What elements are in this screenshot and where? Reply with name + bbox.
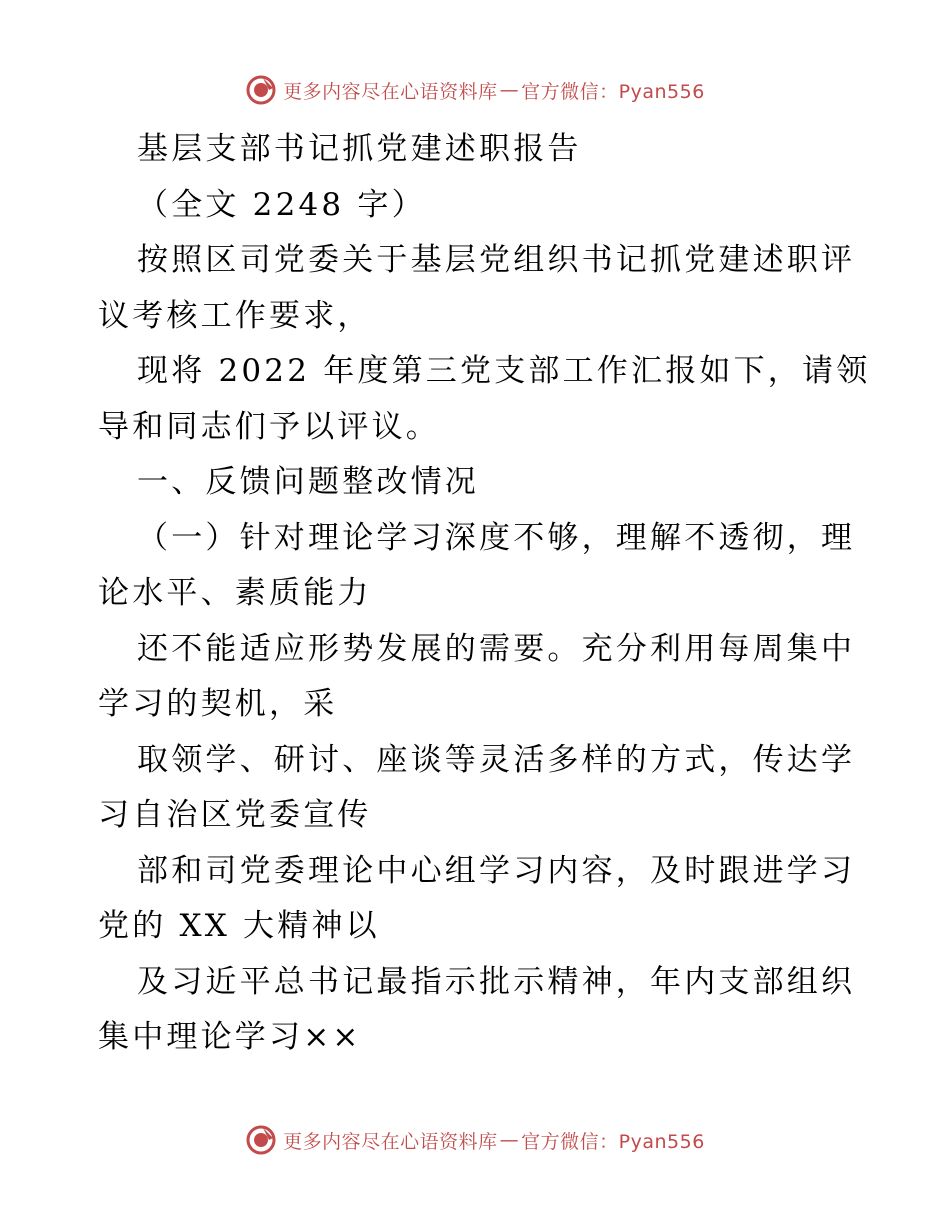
doc-line: 基层支部书记抓党建述职报告 [137,131,582,167]
doc-line: 按照区司党委关于基层党组织书记抓党建述职评 [137,242,856,278]
doc-line: （全文 2248 字） [137,186,426,223]
document-body [98,122,871,1066]
logo-icon [245,1124,277,1156]
doc-line: 一、反馈问题整改情况 [137,464,479,500]
doc-line: 党的 XX 大精神以 [98,908,380,944]
doc-line: 及习近平总书记最指示批示精神，年内支部组织 [137,963,856,1000]
watermark-separator: — [499,79,520,101]
watermark-footer [0,1124,950,1156]
watermark-wechat: 官方微信：Pyan556 [521,1130,705,1153]
doc-line: （一）针对理论学习深度不够，理解不透彻，理 [137,519,856,556]
logo-icon [245,74,277,106]
doc-line: 部和司党委理论中心组学习内容，及时跟进学习 [137,852,856,889]
doc-line: 现将 2022 年度第三党支部工作汇报如下，请领 [137,353,871,389]
watermark-header [0,74,950,106]
doc-line: 还不能适应形势发展的需要。充分利用每周集中 [137,630,856,667]
doc-line: 议考核工作要求， [98,297,372,334]
doc-line: 学习的契机，采 [98,686,338,722]
doc-line: 论水平、素质能力 [98,575,372,611]
watermark-text: 更多内容尽在心语资料库 [283,80,498,103]
watermark-text: 更多内容尽在心语资料库 [283,1130,498,1153]
doc-line: 取领学、研讨、座谈等灵活多样的方式，传达学 [137,741,856,778]
watermark-separator: — [499,1129,520,1151]
watermark-wechat: 官方微信：Pyan556 [521,80,705,103]
doc-line: 集中理论学习×× [98,1019,362,1055]
doc-line: 习自治区党委宣传 [98,797,372,833]
doc-line: 导和同志们予以评议。 [98,408,440,445]
